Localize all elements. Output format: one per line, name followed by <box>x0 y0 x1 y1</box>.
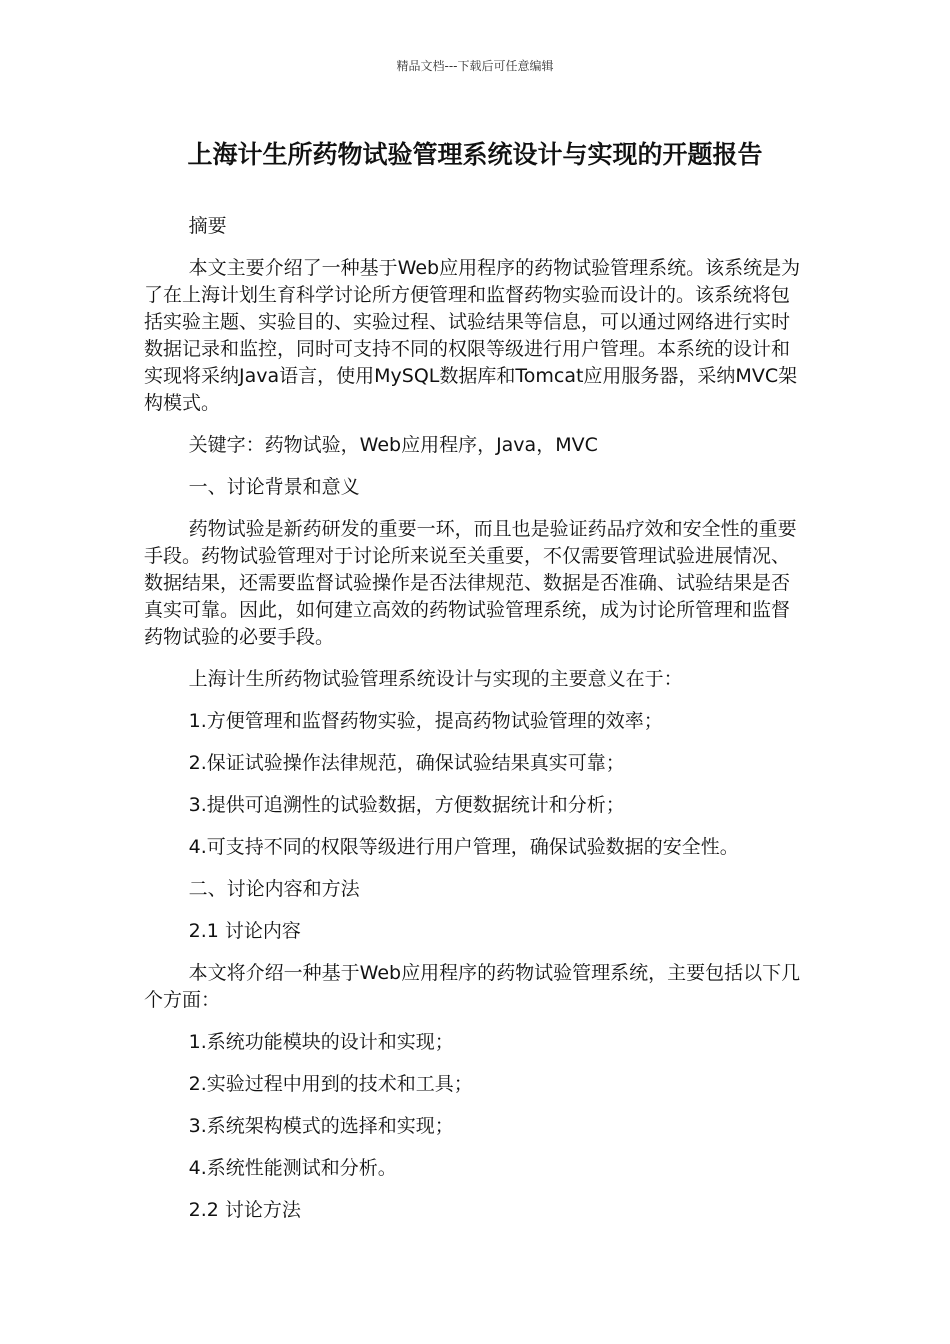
paragraph-content-intro: 本文将介绍一种基于Web应用程序的药物试验管理系统，主要包括以下几个方面： <box>144 962 801 1011</box>
paragraph-background: 药物试验是新药研发的重要一环，而且也是验证药品疗效和安全性的重要手段。药物试验管理对于讨论所来说至关重要，不仅需要管理试验进展情况、数据结果，还需要监督试验操作是否法律规范、数据是否准确、试验结果是否真实可靠。因此，如何建立高效的药物试验管理系统，成为讨论所管理和监督药物试验的必要手段。 <box>144 518 797 648</box>
paragraph-significance-intro: 上海计生所药物试验管理系统设计与实现的主要意义在于： <box>188 668 683 690</box>
section-heading-background: 一、讨论背景和意义 <box>188 476 360 498</box>
subsection-heading-method: 2.2 讨论方法 <box>188 1199 301 1221</box>
list-item: 2.实验过程中用到的技术和工具； <box>188 1073 473 1095</box>
list-item: 4.可支持不同的权限等级进行用户管理，确保试验数据的安全性。 <box>188 836 739 858</box>
list-item: 3.提供可追溯性的试验数据，方便数据统计和分析； <box>188 794 625 816</box>
list-item: 4.系统性能测试和分析。 <box>188 1157 397 1179</box>
list-item: 2.保证试验操作法律规范，确保试验结果真实可靠； <box>188 752 625 774</box>
section-heading-content-method: 二、讨论内容和方法 <box>188 878 360 900</box>
list-item: 1.方便管理和监督药物实验，提高药物试验管理的效率； <box>188 710 663 732</box>
section-label-abstract: 摘要 <box>188 215 227 237</box>
document-title: 上海计生所药物试验管理系统设计与实现的开题报告 <box>187 140 763 169</box>
paragraph-abstract: 本文主要介绍了一种基于Web应用程序的药物试验管理系统。该系统是为了在上海计划生育科学讨论所方便管理和监督药物实验而设计的。该系统将包括实验主题、实验目的、实验过程、试验结果等信息，可以通过网络进行实时数据记录和监控，同时可支持不同的权限等级进行用户管理。本系统的设计和实现将采纳Java语言，使用MySQL数据库和Tomcat应用服务器，采纳MVC架构模式。 <box>144 257 801 414</box>
subsection-heading-content: 2.1 讨论内容 <box>188 920 301 942</box>
paragraph-keywords: 关键字：药物试验，Web应用程序，Java，MVC <box>188 434 598 456</box>
document-body <box>144 213 806 1239</box>
list-item: 1.系统功能模块的设计和实现； <box>188 1031 454 1053</box>
list-item: 3.系统架构模式的选择和实现； <box>188 1115 454 1137</box>
page-header: 精品文档---下载后可任意编辑 <box>396 59 554 73</box>
